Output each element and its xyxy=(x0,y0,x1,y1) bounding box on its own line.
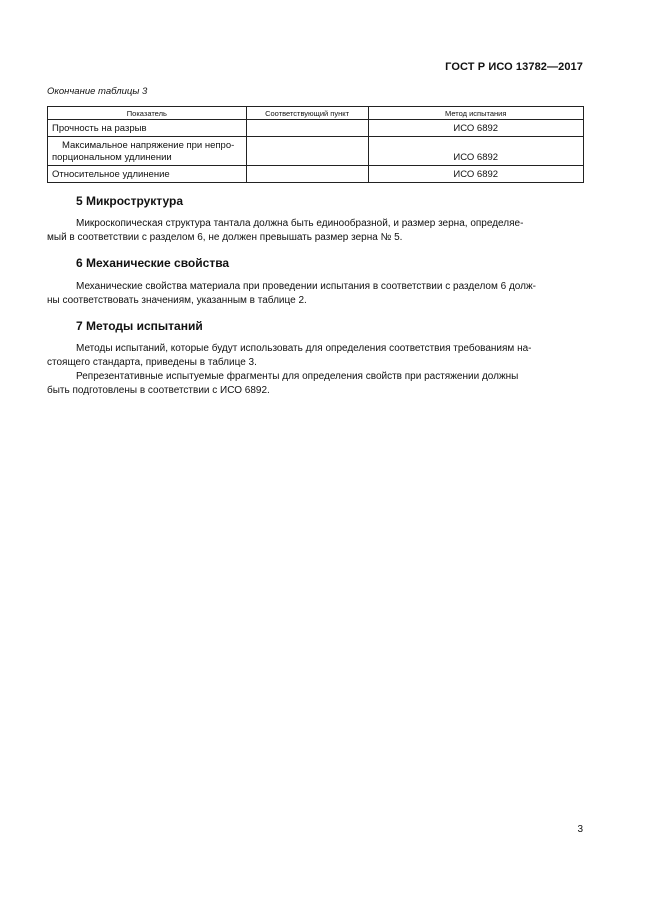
paragraph-first-line: Репрезентативные испытуемые фрагменты для определения свойств при растяжении должны xyxy=(76,371,519,382)
page-number: 3 xyxy=(577,824,583,835)
table-header-row xyxy=(48,107,584,120)
section-heading-microstructure: 5 Микроструктура xyxy=(76,194,183,208)
table-caption: Окончание таблицы 3 xyxy=(47,86,148,97)
cell-method: ИСО 6892 xyxy=(368,120,584,137)
paragraph-continuation: быть подготовлены в соответствии с ИСО 6892. xyxy=(47,385,270,396)
document-code: ГОСТ Р ИСО 13782—2017 xyxy=(445,61,583,73)
parameter-text: Относительное удлинение xyxy=(52,169,170,180)
parameter-text-line2: порциональном удлинении xyxy=(52,152,172,163)
cell-parameter xyxy=(48,166,247,183)
paragraph-first-line: Микроскопическая структура тантала должна быть единообразной, и размер зерна, определяе- xyxy=(76,218,524,229)
table-row xyxy=(48,166,584,183)
paragraph-continuation: мый в соответствии с разделом 6, не должен превышать размер зерна № 5. xyxy=(47,232,403,243)
table-row xyxy=(48,120,584,137)
cell-method: ИСО 6892 xyxy=(368,137,584,166)
cell-method: ИСО 6892 xyxy=(368,166,584,183)
column-header-parameter: Показатель xyxy=(48,107,247,120)
section-heading-test-methods: 7 Методы испытаний xyxy=(76,319,203,333)
column-header-clause: Соответствующий пункт xyxy=(246,107,368,120)
cell-clause xyxy=(246,137,368,166)
paragraph-first-line: Механические свойства материала при проведении испытания в соответствии с разделом 6 долж- xyxy=(76,281,536,292)
cell-clause xyxy=(246,166,368,183)
cell-parameter xyxy=(48,120,247,137)
section-heading-mechanical-properties: 6 Механические свойства xyxy=(76,256,230,270)
paragraph-continuation: стоящего стандарта, приведены в таблице 3. xyxy=(47,357,257,368)
parameter-text: Прочность на разрыв xyxy=(52,123,147,134)
cell-parameter xyxy=(48,137,247,166)
table-row xyxy=(48,137,584,166)
column-header-method: Метод испытания xyxy=(368,107,584,120)
parameter-text-line1: Максимальное напряжение при непро- xyxy=(62,140,235,151)
properties-table xyxy=(47,106,584,183)
paragraph-first-line: Методы испытаний, которые будут использовать для определения соответствия требованиям на- xyxy=(76,343,532,354)
cell-clause xyxy=(246,120,368,137)
paragraph-continuation: ны соответствовать значениям, указанным в таблице 2. xyxy=(47,295,307,306)
